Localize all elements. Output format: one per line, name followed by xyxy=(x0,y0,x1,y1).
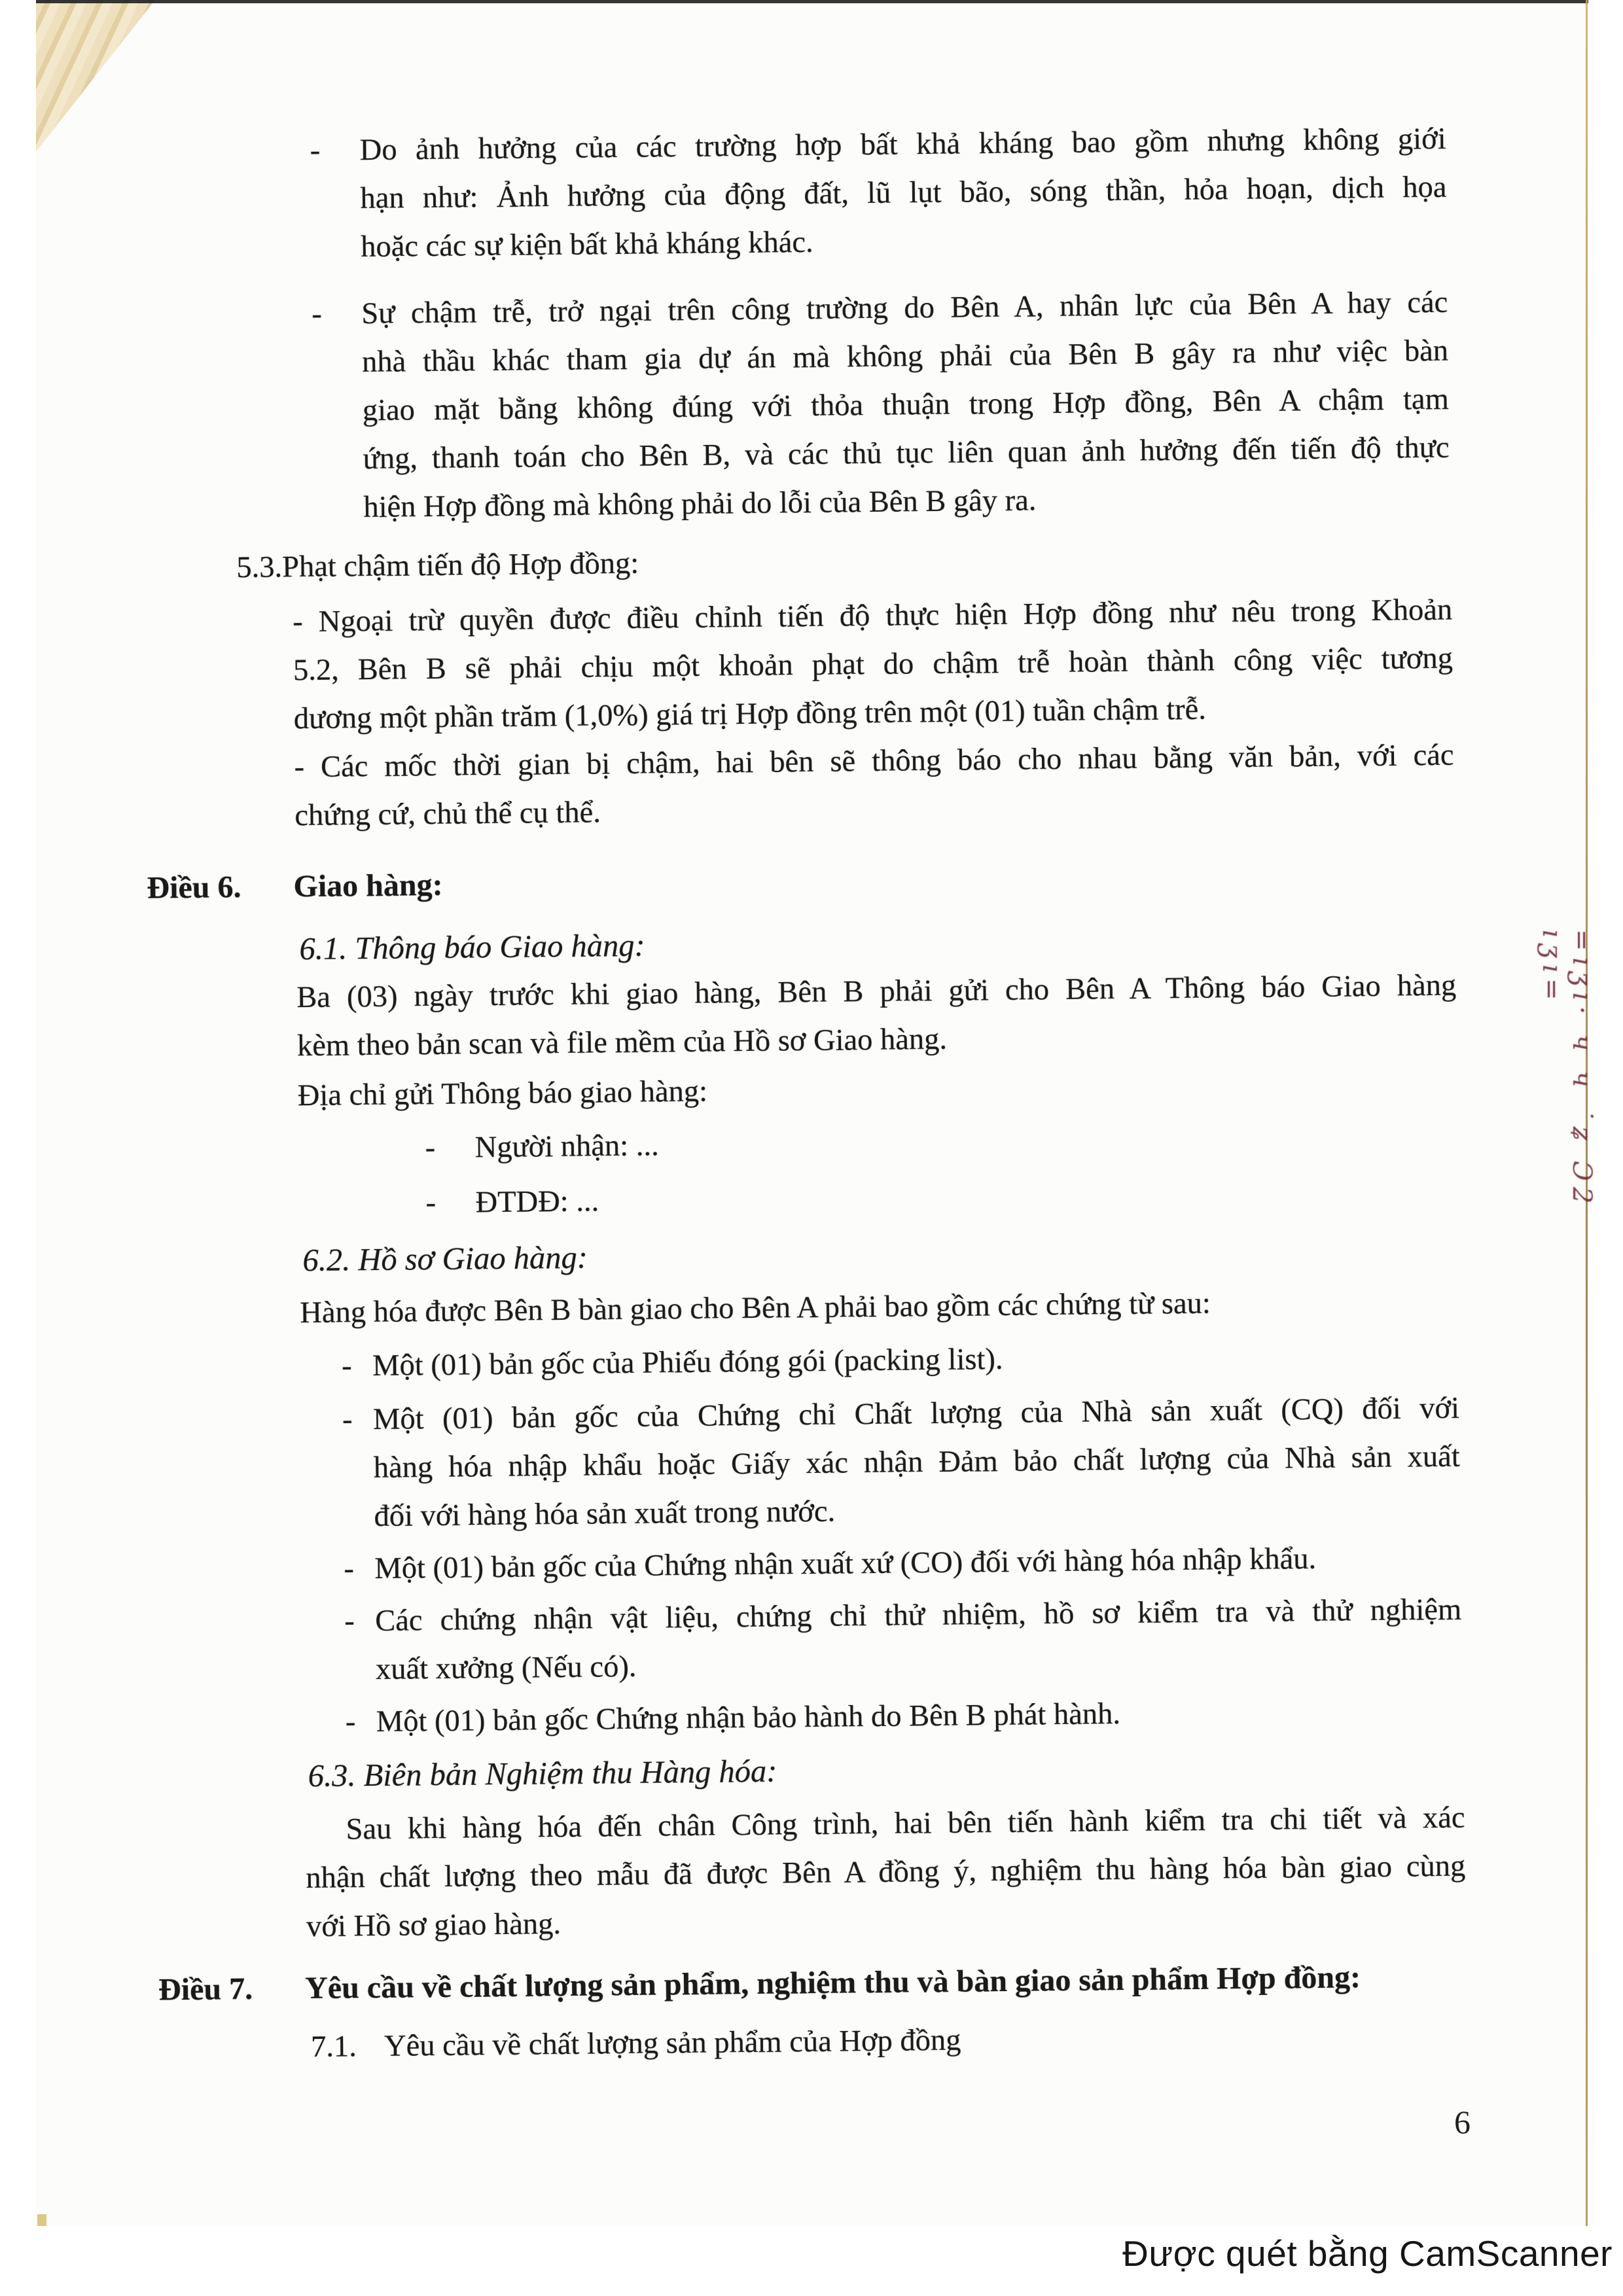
text-line: - Các mốc thời gian bị chậm, hai bên sẽ thông báo cho nhau bằng văn bản, với các xyxy=(294,738,1454,785)
text-line: ĐTDĐ: ... xyxy=(475,1184,599,1220)
text-line: hạn như: Ảnh hưởng của động đất, lũ lụt bão, sóng thần, hỏa hoạn, dịch họa xyxy=(360,170,1447,216)
article-heading xyxy=(147,850,1502,913)
clause-heading xyxy=(236,531,1448,592)
text-line: dương một phần trăm (1,0%) giá trị Hợp đồng trên một (01) tuần chậm trễ. xyxy=(293,692,1207,736)
text-line: 6.1. Thông báo Giao hàng: xyxy=(299,928,645,967)
dash-bullet-marker: - xyxy=(345,1705,356,1739)
dash-bullet-marker: - xyxy=(344,1604,355,1638)
text-line: nhận chất lượng theo mẫu đã được Bên A đồng ý, nghiệm thu hàng hóa bàn giao cùng xyxy=(306,1849,1466,1896)
bullet-item xyxy=(342,1385,1461,1541)
paragraph xyxy=(294,732,1454,841)
bullet-item xyxy=(341,1331,1459,1390)
subclause-heading xyxy=(302,1225,1448,1285)
text-line: Các chứng nhận vật liệu, chứng chỉ thử nhiệm, hồ sơ kiểm tra và thử nghiệm xyxy=(374,1593,1462,1638)
text-line: Người nhận: ... xyxy=(474,1129,659,1165)
text-line: hiện Hợp đồng mà không phải do lỗi của Bên B gây ra. xyxy=(363,484,1037,525)
dash-bullet-marker: - xyxy=(425,1186,437,1220)
dash-bullet-marker: - xyxy=(312,297,323,331)
dash-bullet-marker: - xyxy=(342,1403,353,1437)
paragraph xyxy=(293,586,1454,744)
text-line: Hàng hóa được Bên B bàn giao cho Bên A phải bao gồm các chứng từ sau: xyxy=(300,1286,1211,1330)
heading-title: Yêu cầu về chất lượng sản phẩm, nghiệm thu và bàn giao sản phẩm Hợp đồng: xyxy=(304,1960,1361,2006)
text-line: xuất xưởng (Nếu có). xyxy=(375,1650,637,1687)
text-line: nhà thầu khác tham gia dự án mà không phải của Bên B gây ra như việc bàn xyxy=(361,334,1449,380)
handwritten-margin-note: =ıʒı· ч ч ˙ʑ Ɔ2 ıʒı= xyxy=(1537,929,1597,1210)
bullet-item xyxy=(344,1586,1462,1694)
text-line xyxy=(158,1952,1514,2015)
text-line: Địa chỉ gửi Thông báo giao hàng: xyxy=(297,1074,708,1113)
text-line: kèm theo bản scan và file mềm của Hồ sơ Giao hàng. xyxy=(296,1022,948,1063)
dash-bullet-marker: - xyxy=(310,133,321,168)
bullet-item xyxy=(425,1116,1260,1173)
paragraph xyxy=(297,1060,1457,1121)
text-line: 6.3. Biên bản Nghiệm thu Hàng hóa: xyxy=(308,1754,777,1794)
text-line: 6.2. Hồ sơ Giao hàng: xyxy=(302,1240,588,1279)
text-line: 5.2, Bên B sẽ phải chịu một khoản phạt do chậm trễ hoàn thành công việc tương xyxy=(293,641,1454,688)
text-line: Một (01) bản gốc của Chứng nhận xuất xứ (CO) đối với hàng hóa nhập khẩu. xyxy=(374,1542,1317,1586)
heading-title: Yêu cầu về chất lượng sản phẩm của Hợp đồng xyxy=(383,2023,961,2063)
article-heading xyxy=(158,1952,1514,2015)
subclause-heading xyxy=(308,1740,1454,1801)
text-line: Ba (03) ngày trước khi giao hàng, Bên B phải gửi cho Bên A Thông báo Giao hàng xyxy=(296,968,1457,1015)
bullet-item xyxy=(345,1687,1463,1746)
bullet-item xyxy=(312,279,1450,532)
text-line: chứng cứ, chủ thể cụ thể. xyxy=(294,796,601,833)
heading-number: 7.1. xyxy=(310,2030,357,2064)
corner-mark xyxy=(37,2214,46,2226)
text-line: Sự chậm trễ, trở ngại trên công trường do Bên A, nhân lực của Bên A hay các xyxy=(361,285,1448,331)
bullet-item xyxy=(310,115,1447,272)
scan-top-edge xyxy=(36,0,1623,3)
contract-text-body xyxy=(0,113,1623,2075)
text-line: giao mặt bằng không đúng với thỏa thuận trong Hợp đồng, Bên A chậm tạm xyxy=(362,382,1450,428)
text-line: 5.3.Phạt chậm tiến độ Hợp đồng: xyxy=(236,546,639,585)
camscanner-watermark: Được quét bằng CamScanner xyxy=(1122,2233,1613,2274)
text-line: Sau khi hàng hóa đến chân Công trình, hai bên tiến hành kiểm tra chi tiết và xác xyxy=(346,1801,1465,1846)
page-number: 6 xyxy=(1454,2104,1471,2140)
paragraph xyxy=(296,962,1457,1071)
paragraph xyxy=(300,1277,1460,1338)
heading-number: Điều 6. xyxy=(147,870,241,906)
text-line: Một (01) bản gốc Chứng nhận bảo hành do Bên B phát hành. xyxy=(376,1697,1121,1739)
dash-bullet-marker: - xyxy=(425,1131,436,1165)
text-line: hàng hóa nhập khẩu hoặc Giấy xác nhận Đảm bảo chất lượng của Nhà sản xuất xyxy=(373,1439,1460,1485)
camscanner-footer-band xyxy=(0,2226,1623,2296)
bullet-item xyxy=(425,1171,1261,1227)
dash-bullet-marker: - xyxy=(344,1552,355,1586)
heading-title: Giao hàng: xyxy=(293,867,443,904)
text-line: đối với hàng hóa sản xuất trong nước. xyxy=(374,1494,836,1534)
bullet-item xyxy=(344,1534,1461,1593)
text-line: với Hồ sơ giao hàng. xyxy=(306,1907,562,1944)
text-line: hoặc các sự kiện bất khả kháng khác. xyxy=(360,225,813,264)
text-line: Một (01) bản gốc của Phiếu đóng gói (packing list). xyxy=(372,1342,1003,1383)
dash-bullet-marker: - xyxy=(341,1349,352,1383)
text-line: ứng, thanh toán cho Bên B, và các thủ tục liên quan ảnh hưởng đến tiến độ thực xyxy=(363,431,1450,476)
text-line xyxy=(147,850,1502,913)
text-line: - Ngoại trừ quyền được điều chỉnh tiến độ thực hiện Hợp đồng như nêu trong Khoản xyxy=(292,593,1453,639)
text-line: Một (01) bản gốc của Chứng chỉ Chất lượng của Nhà sản xuất (CQ) đối với xyxy=(372,1391,1460,1437)
heading-number: Điều 7. xyxy=(158,1971,253,2007)
text-line: Do ảnh hưởng của các trường hợp bất khả kháng bao gồm nhưng không giới xyxy=(359,122,1446,168)
paragraph xyxy=(305,1794,1466,1952)
